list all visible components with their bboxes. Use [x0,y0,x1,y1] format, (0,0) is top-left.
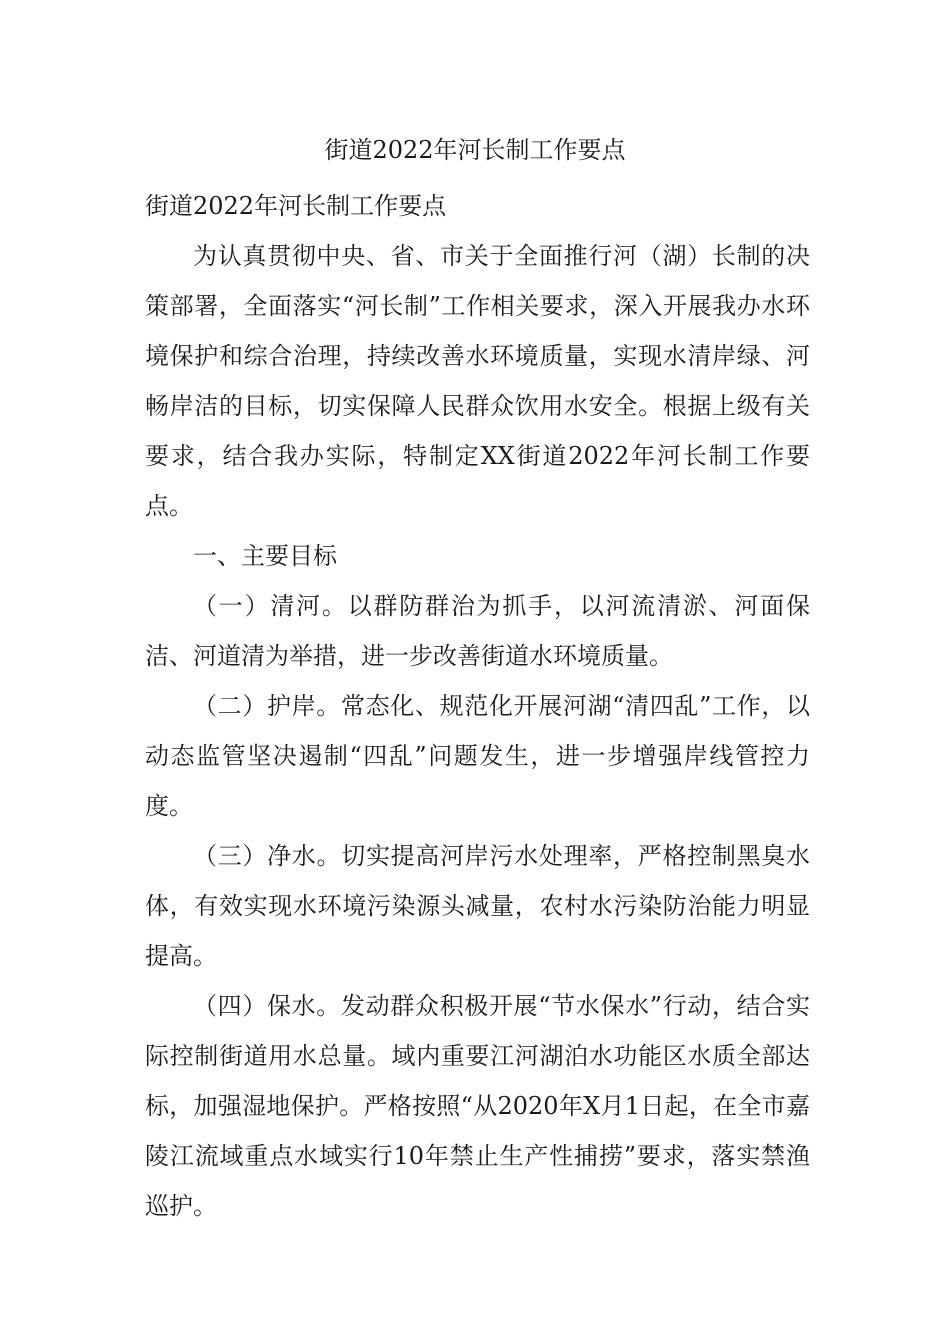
goal-conserve-water: （四）保水。发动群众积极开展“节水保水”行动，结合实际控制街道用水总量。域内重要江河湖泊水功能区水质全部达标，加强湿地保护。严格按照“从2020年X月1日起，在全市嘉陵江流域重点水域实行10年禁止生产性捕捞”要求，落实禁渔巡护。 [145,992,810,1220]
goal-clean-river: （一）清河。以群防群治为抓手，以河流清淤、河面保洁、河道清为举措，进一步改善街道水环境质量。 [145,592,810,670]
document-title: 街道2022年河长制工作要点 [324,136,626,164]
section-heading-main-goals: 一、主要目标 [193,542,337,570]
goal-protect-banks: （二）护岸。常态化、规范化开展河湖“清四乱”工作，以动态监管坚决遏制“四乱”问题发生，进一步增强岸线管控力度。 [145,692,810,820]
intro-paragraph: 为认真贯彻中央、省、市关于全面推行河（湖）长制的决策部署，全面落实“河长制”工作相关要求，深入开展我办水环境保护和综合治理，持续改善水环境质量，实现水清岸绿、河畅岸洁的目标，切实保障人民群众饮用水安全。根据上级有关要求，结合我办实际，特制定XX街道2022年河长制工作要点。 [145,242,810,520]
goal-purify-water: （三）净水。切实提高河岸污水处理率，严格控制黑臭水体，有效实现水环境污染源头减量，农村水污染防治能力明显提高。 [145,842,810,970]
document-body [145,181,810,1231]
document-subtitle: 街道2022年河长制工作要点 [145,192,447,220]
